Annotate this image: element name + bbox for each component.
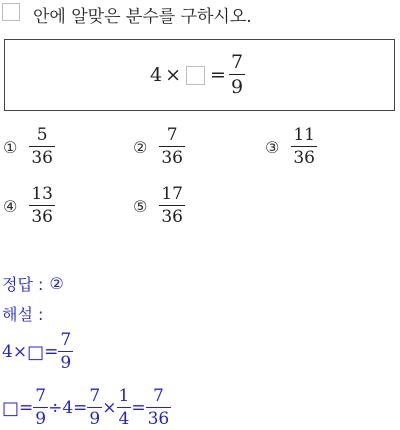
solution-label: 해설 : bbox=[2, 305, 44, 324]
choice-fraction bbox=[29, 186, 55, 226]
fraction-numerator: 7 bbox=[166, 125, 178, 145]
question-blank-box-icon bbox=[2, 3, 20, 21]
solution-operand: 4 bbox=[2, 342, 13, 362]
choice-marker: ③ bbox=[265, 137, 280, 157]
fraction-denominator: 4 bbox=[118, 409, 130, 429]
choice-1[interactable] bbox=[3, 127, 55, 167]
problem-equation bbox=[150, 53, 245, 97]
fraction-numerator: 7 bbox=[35, 386, 47, 406]
fraction-denominator: 9 bbox=[89, 409, 101, 429]
problem-equals-sign: = bbox=[210, 64, 226, 86]
choice-fraction bbox=[159, 127, 185, 167]
choice-3[interactable] bbox=[265, 127, 317, 167]
fraction-denominator: 36 bbox=[147, 409, 170, 429]
answer-value: ② bbox=[49, 274, 64, 293]
solution-blank-square: □ bbox=[2, 397, 20, 419]
fraction-numerator: 13 bbox=[31, 184, 53, 204]
solution-divide-sign: ÷ bbox=[48, 398, 63, 418]
solution-equals-sign: = bbox=[131, 398, 146, 418]
solution-operand: 4 bbox=[62, 398, 74, 418]
fraction-numerator: 5 bbox=[36, 125, 48, 145]
choice-fraction bbox=[291, 127, 317, 167]
fraction-denominator: 36 bbox=[161, 207, 183, 227]
choice-marker: ⑤ bbox=[133, 196, 148, 216]
solution-equals-sign: = bbox=[19, 398, 34, 418]
fraction-denominator: 9 bbox=[35, 409, 47, 429]
solution-fraction bbox=[146, 388, 172, 428]
choice-fraction bbox=[29, 127, 55, 167]
fraction-denominator: 9 bbox=[230, 76, 244, 98]
choice-marker: ② bbox=[133, 137, 148, 157]
problem-left-operand: 4 bbox=[150, 64, 163, 86]
choice-marker: ④ bbox=[3, 196, 18, 216]
fraction-denominator: 36 bbox=[31, 148, 53, 168]
answer-label: 정답 : bbox=[2, 275, 44, 294]
solution-times-sign: × bbox=[12, 342, 28, 362]
answer-line bbox=[2, 272, 64, 295]
fraction-denominator: 9 bbox=[60, 353, 72, 373]
solution-fraction bbox=[33, 388, 48, 428]
fraction-numerator: 11 bbox=[293, 125, 315, 145]
problem-times-sign: × bbox=[165, 64, 182, 86]
fraction-numerator: 7 bbox=[89, 386, 101, 406]
problem-box bbox=[4, 39, 395, 111]
choice-marker: ① bbox=[3, 137, 18, 157]
fraction-numerator: 7 bbox=[152, 386, 164, 406]
fraction-denominator: 36 bbox=[31, 207, 53, 227]
fraction-denominator: 36 bbox=[293, 148, 315, 168]
solution-times-sign: × bbox=[102, 398, 117, 418]
solution-fraction bbox=[58, 332, 73, 372]
question-instruction: 안에 알맞은 분수를 구하시오. bbox=[33, 7, 252, 27]
fraction-numerator: 17 bbox=[161, 184, 183, 204]
solution-line-2 bbox=[2, 388, 171, 428]
solution-equals-sign: = bbox=[44, 342, 59, 362]
solution-fraction bbox=[117, 388, 132, 428]
fraction-denominator: 36 bbox=[161, 148, 183, 168]
problem-rhs-fraction bbox=[229, 53, 245, 97]
solution-fraction bbox=[87, 388, 102, 428]
fraction-numerator: 7 bbox=[230, 51, 244, 73]
choice-5[interactable] bbox=[133, 186, 185, 226]
solution-equals-sign: = bbox=[73, 398, 88, 418]
fraction-numerator: 7 bbox=[60, 330, 72, 350]
choice-fraction bbox=[159, 186, 185, 226]
problem-blank-box bbox=[186, 66, 205, 85]
solution-line-1 bbox=[2, 332, 73, 372]
choice-4[interactable] bbox=[3, 186, 55, 226]
fraction-numerator: 1 bbox=[118, 386, 130, 406]
choice-2[interactable] bbox=[133, 127, 185, 167]
solution-blank-square: □ bbox=[27, 341, 45, 363]
